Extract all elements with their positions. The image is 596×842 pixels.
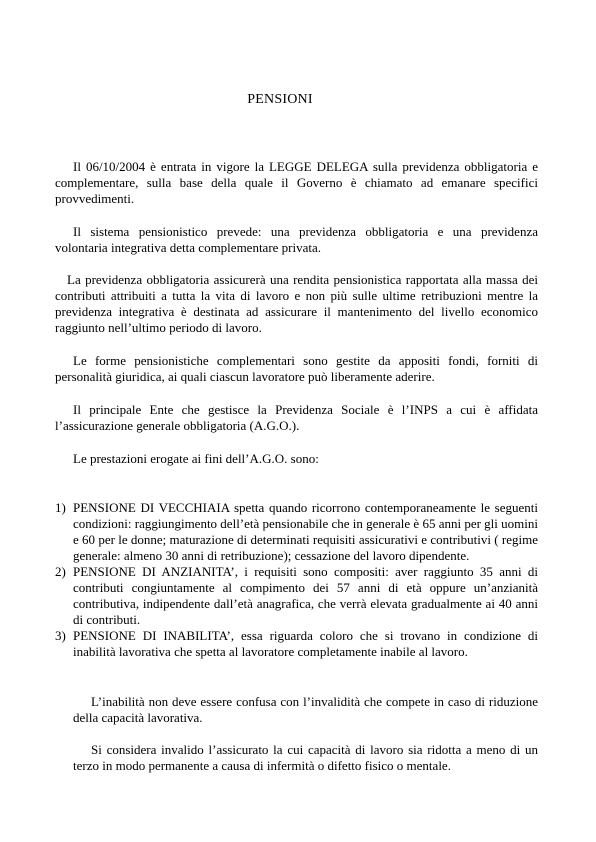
paragraph-ente-inps: Il principale Ente che gestisce la Previdenza Sociale è l’INPS a cui è affidata l’assicurazione generale obbligatoria (A.G.O.).	[55, 402, 538, 433]
list-item	[55, 628, 538, 660]
prestazioni-list	[55, 500, 538, 660]
list-item	[55, 500, 538, 564]
paragraph-prestazioni-intro: Le prestazioni erogate ai fini dell’A.G.O. sono:	[73, 451, 319, 466]
title-text: PENSIONI	[247, 92, 313, 107]
list-item-number: 2)	[55, 564, 66, 579]
paragraph-previdenza-obbligatoria: La previdenza obbligatoria assicurerà una rendita pensionistica rapportata alla massa dei contributi attribuiti a tutta la vita di lavoro e non più sulle ultime retribuzioni mentre la previdenza integrativa è destinata ad assicurare il mantenimento del livello economico raggiunto nell’ultimo periodo di lavoro.	[55, 272, 538, 335]
paragraph-forme-complementari: Le forme pensionistiche complementari sono gestite da appositi fondi, forniti di personalità giuridica, ai quali ciascun lavoratore può liberamente aderire.	[55, 353, 538, 384]
list-item	[55, 564, 538, 628]
paragraph-sistema-pensionistico: Il sistema pensionistico prevede: una previdenza obbligatoria e una previdenza volontaria integrativa detta complementare privata.	[55, 224, 538, 255]
paragraph-legge-delega: Il 06/10/2004 è entrata in vigore la LEGGE DELEGA sulla previdenza obbligatoria e complementare, sulla base della quale il Governo è chiamato ad emanare specifici provvedimenti.	[55, 159, 538, 206]
list-item-text: PENSIONE DI ANZIANITA’, i requisiti sono compositi: aver raggiunto 35 anni di contributi congiuntamente al compimento dei 57 anni di età oppure un’anzianità contributiva, indipendente dall’età anagrafica, che verrà elevata gradualmente ai 40 anni di contributi.	[73, 564, 538, 627]
list-item-number: 3)	[55, 628, 66, 643]
list-item-text: PENSIONE DI VECCHIAIA spetta quando ricorrono contemporaneamente le seguenti condizioni: raggiungimento dell’età pensionabile che in generale è 65 anni per gli uomini e 60 per le donne; maturazione di determinati requisiti assicurativi e contributivi ( regime generale: almeno 30 anni di retribuzione); cessazione del lavoro dipendente.	[73, 500, 538, 563]
paragraph-inabilita-note: L’inabilità non deve essere confusa con l’invalidità che compete in caso di riduzione della capacità lavorativa.	[73, 694, 538, 725]
list-item-text: PENSIONE DI INABILITA’, essa riguarda coloro che si trovano in condizione di inabilità lavorativa che spetta al lavoratore completamente inabile al lavoro.	[73, 628, 538, 659]
list-item-number: 1)	[55, 500, 66, 515]
page-title	[0, 92, 596, 108]
paragraph-invalido-note: Si considera invalido l’assicurato la cui capacità di lavoro sia ridotta a meno di un terzo in modo permanente a causa di infermità o difetto fisico o mentale.	[73, 742, 538, 773]
